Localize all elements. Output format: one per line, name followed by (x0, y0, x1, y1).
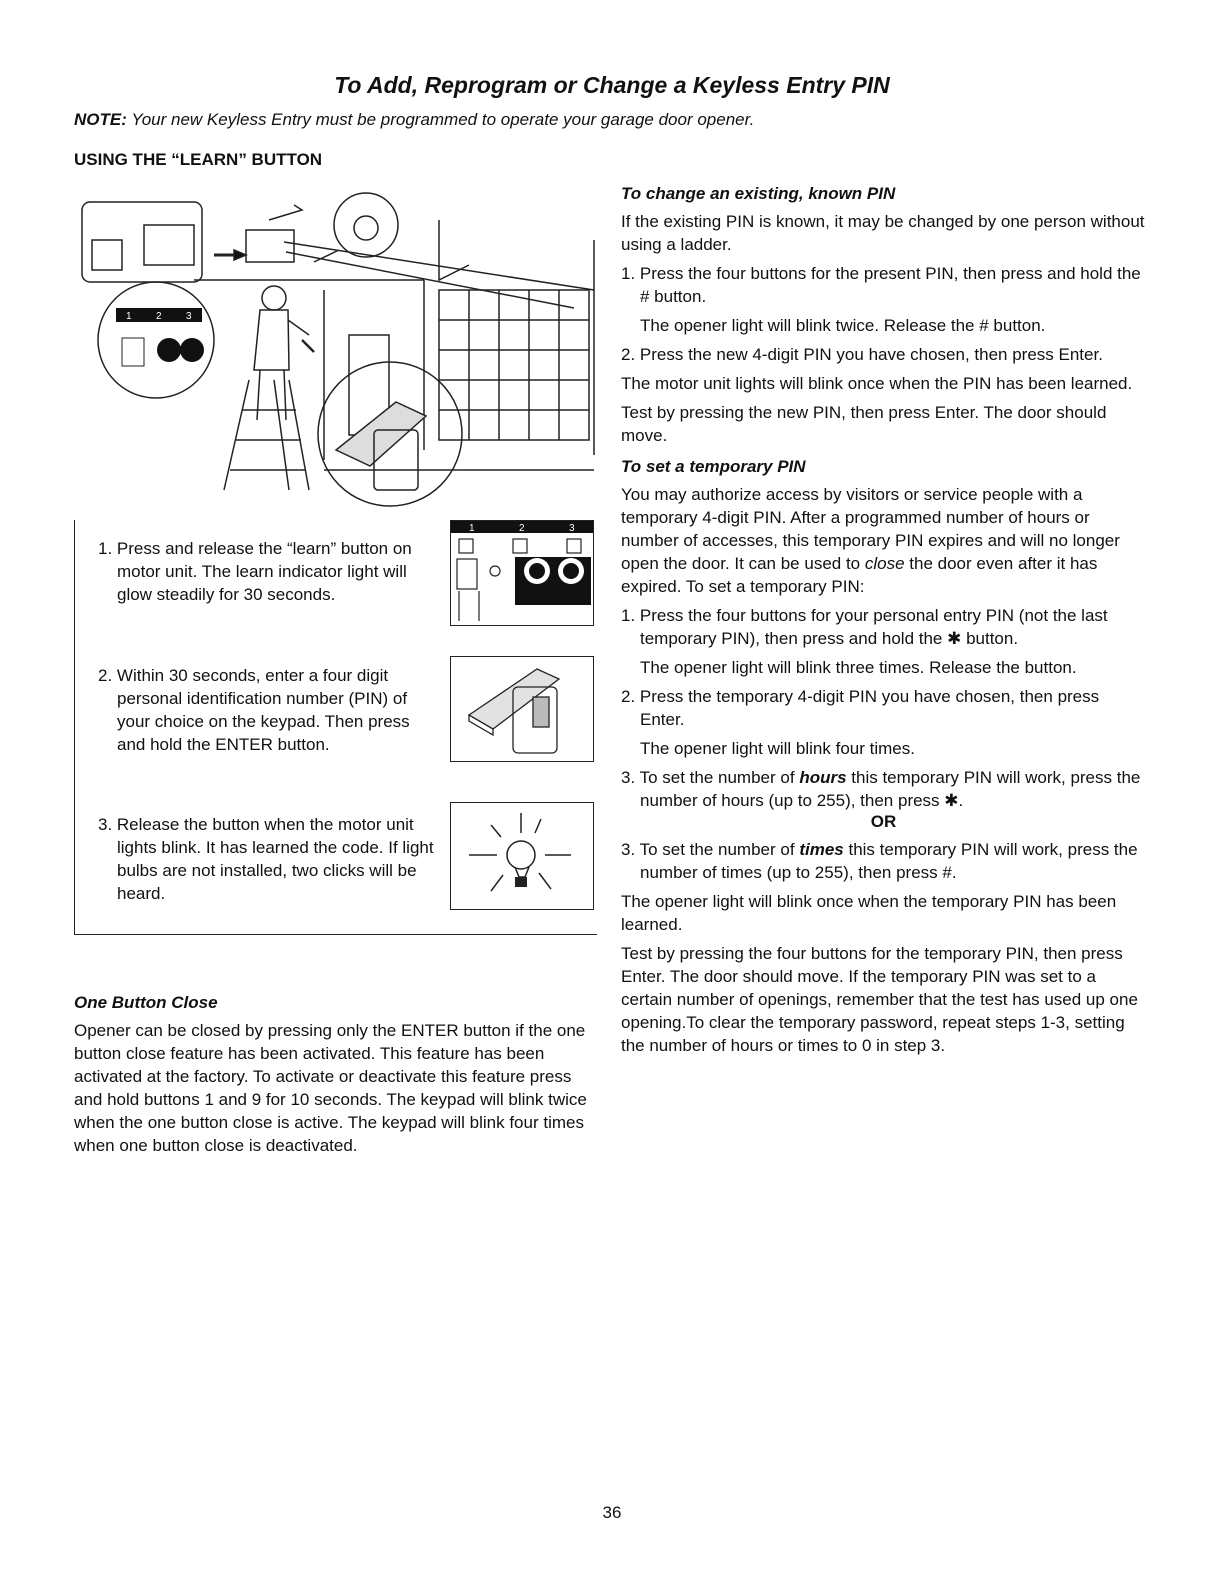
temp-pin-step-1-note: The opener light will blink three times. Release the button. (640, 658, 1077, 677)
temp-pin-step-3b-em: times (799, 840, 844, 859)
temp-pin-step-3b-post: this temporary PIN will work, press the number of times (up to 255), then press #. (640, 840, 1138, 882)
panel-label-2: 2 (519, 523, 525, 534)
one-button-close-section (74, 993, 594, 1157)
change-pin-heading: To change an existing, known PIN (621, 184, 896, 203)
temp-pin-intro-a: You may authorize access by visitors or service people with a temporary 4-digit PIN. After a programmed number of hours or number of accesses, this temporary PIN expires and will no longer open the door. It can be used to (621, 485, 1120, 573)
panel-zoom-label-2: 2 (156, 311, 162, 322)
learn-heading: USING THE “LEARN” BUTTON (74, 150, 323, 169)
right-column (621, 184, 1146, 1057)
temp-pin-heading: To set a temporary PIN (621, 457, 806, 476)
panel-label-3: 3 (569, 523, 575, 534)
change-pin-test: Test by pressing the new PIN, then press Enter. The door should move. (621, 403, 1107, 445)
change-pin-step-1-note: The opener light will blink twice. Release the # button. (640, 316, 1046, 335)
change-pin-intro: If the existing PIN is known, it may be changed by one person without using a ladder. (621, 212, 1145, 254)
change-pin-step-1: 1. Press the four buttons for the present PIN, then press and hold the # button. (621, 264, 1141, 306)
temp-pin-step-3a-post: this temporary PIN will work, press the number of hours (up to 255), then press ✱. (640, 768, 1141, 810)
panel-zoom (116, 308, 204, 366)
change-pin-result: The motor unit lights will blink once when the PIN has been learned. (621, 374, 1133, 393)
temp-pin-test: Test by pressing the four buttons for the temporary PIN, then press Enter. The door should move. If the temporary PIN was set to a certain number of openings, remember that the test has used up one opening.To clear the temporary password, repeat steps 1-3, setting the number of hours or times to 0 in step 3. (621, 944, 1138, 1055)
learn-steps-box (74, 520, 597, 935)
learn-button-panel-figure (450, 520, 594, 626)
one-button-text: Opener can be closed by pressing only the ENTER button if the one button close feature has been activated. This feature has been activated at the factory. To activate or deactivate this feature press and hold buttons 1 and 9 for 10 seconds. The keypad will blink twice when the one button close is active. The keypad will blink four times when one button close is deactivated. (74, 1021, 587, 1155)
light-bulb-icon (450, 802, 594, 910)
note (74, 110, 754, 130)
panel-zoom-label-1: 1 (126, 311, 132, 322)
keypad-figure (450, 656, 594, 762)
temp-pin-intro-b: the door even after it has expired. To set a temporary PIN: (621, 554, 1098, 596)
temp-pin-step-3b-pre: 3. To set the number of (621, 840, 795, 859)
panel-zoom-label-3: 3 (186, 311, 192, 322)
one-button-heading: One Button Close (74, 993, 218, 1012)
temp-pin-step-3b (621, 838, 1146, 884)
temp-pin-step-3a-em: hours (799, 768, 847, 787)
temp-pin-result: The opener light will blink once when the temporary PIN has been learned. (621, 892, 1117, 934)
temp-pin-step-3a-pre: 3. To set the number of (621, 768, 795, 787)
change-pin-step-2: 2. Press the new 4-digit PIN you have chosen, then press Enter. (621, 345, 1103, 364)
temp-pin-intro-em: close (864, 554, 905, 573)
note-label: NOTE: (74, 110, 127, 129)
learn-step-1: 1. Press and release the “learn” button on motor unit. The learn indicator light will glow steadily for 30 seconds. (98, 539, 412, 604)
temp-pin-step-2-note: The opener light will blink four times. (640, 739, 915, 758)
temp-pin-step-1: 1. Press the four buttons for your personal entry PIN (not the last temporary PIN), then press and hold the ✱ button. (621, 606, 1108, 648)
temp-pin-step-2: 2. Press the temporary 4-digit PIN you have chosen, then press Enter. (621, 687, 1100, 729)
note-text: Your new Keyless Entry must be programmed to operate your garage door opener. (131, 110, 755, 129)
temp-pin-step-3a (621, 766, 1146, 812)
or-separator: OR (870, 812, 897, 831)
temp-pin-intro (621, 483, 1146, 598)
learn-step-2: 2. Within 30 seconds, enter a four digit personal identification number (PIN) of your choice on the keypad. Then press and hold the ENTER button. (98, 666, 410, 754)
panel-label-1: 1 (469, 523, 475, 534)
page-title: To Add, Reprogram or Change a Keyless Entry PIN (334, 72, 890, 98)
learn-step-3: 3. Release the button when the motor unit lights blink. It has learned the code. If light bulbs are not installed, two clicks will be heard. (98, 815, 434, 903)
garage-installation-illustration (74, 180, 598, 510)
page-number: 36 (602, 1503, 622, 1522)
